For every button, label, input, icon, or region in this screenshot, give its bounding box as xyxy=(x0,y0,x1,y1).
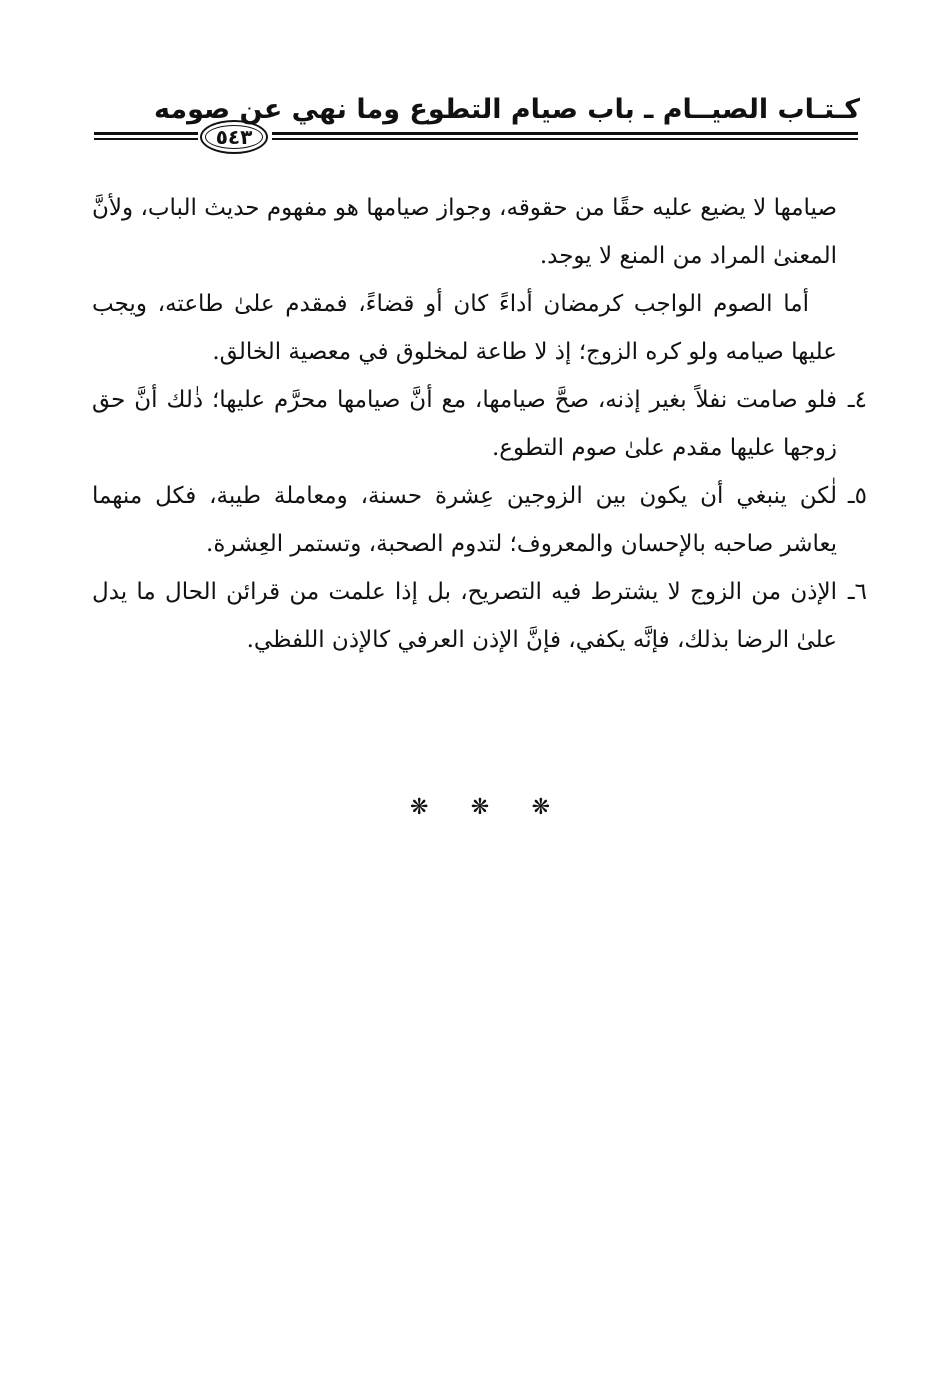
list-item-number: ٤ـ xyxy=(847,387,867,413)
list-item-number: ٦ـ xyxy=(847,579,867,605)
list-item-number: ٥ـ xyxy=(847,483,867,509)
paragraph: أما الصوم الواجب كرمضان أداءً كان أو قضاءً، فمقدم علىٰ طاعته، ويجب عليها صيامه ولو كره الزوج؛ إذ لا طاعة لمخلوق في معصية الخالق. xyxy=(92,291,837,365)
section-separator xyxy=(410,792,550,822)
running-header-title: كـتـاب الصيــام ـ باب صيام التطوع وما نهي عن صومه xyxy=(154,94,860,125)
header-rule-right-bottom xyxy=(272,138,858,140)
star-ornament-icon: ❋ xyxy=(410,794,429,820)
page-number: ٥٤٣ xyxy=(215,125,253,149)
body-text xyxy=(92,184,867,664)
list-item xyxy=(92,472,867,568)
list-item xyxy=(92,376,867,472)
list-item-text: الإذن من الزوج لا يشترط فيه التصريح، بل إذا علمت من قرائن الحال ما يدل علىٰ الرضا بذلك، فإنَّه يكفي، فإنَّ الإذن العرفي كالإذن اللفظي. xyxy=(92,579,837,653)
star-ornament-icon: ❋ xyxy=(531,794,550,820)
list-item xyxy=(92,568,867,664)
list-item-text: لٰكن ينبغي أن يكون بين الزوجين عِشرة حسنة، ومعاملة طيبة، فكل منهما يعاشر صاحبه بالإحسان والمعروف؛ لتدوم الصحبة، وتستمر العِشرة. xyxy=(92,483,837,557)
header-rule-right-top xyxy=(272,132,858,135)
header-rule-left-bottom xyxy=(94,138,198,140)
header-rule-left-top xyxy=(94,132,198,135)
list-item-text: فلو صامت نفلاً بغير إذنه، صحَّ صيامها، مع أنَّ صيامها محرَّم عليها؛ ذٰلك أنَّ حق زوجها عليها مقدم علىٰ صوم التطوع. xyxy=(92,387,837,461)
paragraph: صيامها لا يضيع عليه حقًا من حقوقه، وجواز صيامها هو مفهوم حديث الباب، ولأنَّ المعنىٰ المراد من المنع لا يوجد. xyxy=(92,195,837,269)
star-ornament-icon: ❋ xyxy=(470,794,490,820)
page-number-badge xyxy=(200,120,268,154)
